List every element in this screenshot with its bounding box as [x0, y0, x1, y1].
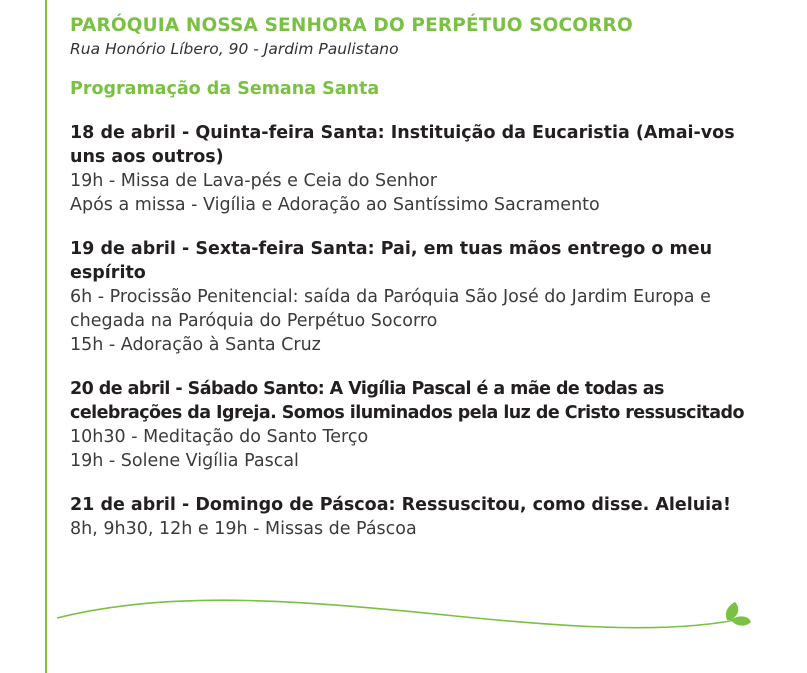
day-title: 21 de abril - Domingo de Páscoa: Ressuscitou, como disse. Aleluia! — [70, 495, 731, 515]
day-item: 15h - Adoração à Santa Cruz — [70, 335, 321, 355]
day-item: 10h30 - Meditação do Santo Terço — [70, 427, 369, 447]
section-title: Programação da Semana Santa — [70, 79, 380, 99]
left-accent-rule — [45, 0, 47, 673]
day-item: 19h - Missa de Lava-pés e Ceia do Senhor — [70, 171, 437, 191]
day-block-holy-saturday — [70, 377, 770, 473]
wave-ornament — [55, 592, 755, 642]
day-block-easter-sunday — [70, 493, 770, 541]
day-item: 6h - Procissão Penitencial: saída da Paróquia São José do Jardim Europa e chegada na Paróquia do Perpétuo Socorro — [70, 287, 711, 331]
days-list — [70, 121, 770, 541]
day-item: 19h - Solene Vigília Pascal — [70, 451, 299, 471]
day-title: 20 de abril - Sábado Santo: A Vigília Pascal é a mãe de todas as celebrações da Igreja. Somos iluminados pela luz de Cristo ressuscitado — [70, 379, 744, 423]
day-item: Após a missa - Vigília e Adoração ao Santíssimo Sacramento — [70, 195, 600, 215]
wave-line — [57, 600, 745, 628]
day-title: 18 de abril - Quinta-feira Santa: Instituição da Eucaristia (Amai-vos uns aos outros) — [70, 123, 735, 167]
day-block-holy-thursday — [70, 121, 770, 217]
parish-name: PARÓQUIA NOSSA SENHORA DO PERPÉTUO SOCORRO — [70, 15, 633, 36]
schedule-content — [70, 14, 770, 541]
day-item: 8h, 9h30, 12h e 19h - Missas de Páscoa — [70, 519, 417, 539]
day-title: 19 de abril - Sexta-feira Santa: Pai, em tuas mãos entrego o meu espírito — [70, 239, 713, 283]
day-block-good-friday — [70, 237, 770, 357]
leaf-sprout-icon — [726, 602, 751, 626]
parish-address: Rua Honório Líbero, 90 - Jardim Paulistano — [70, 40, 399, 58]
